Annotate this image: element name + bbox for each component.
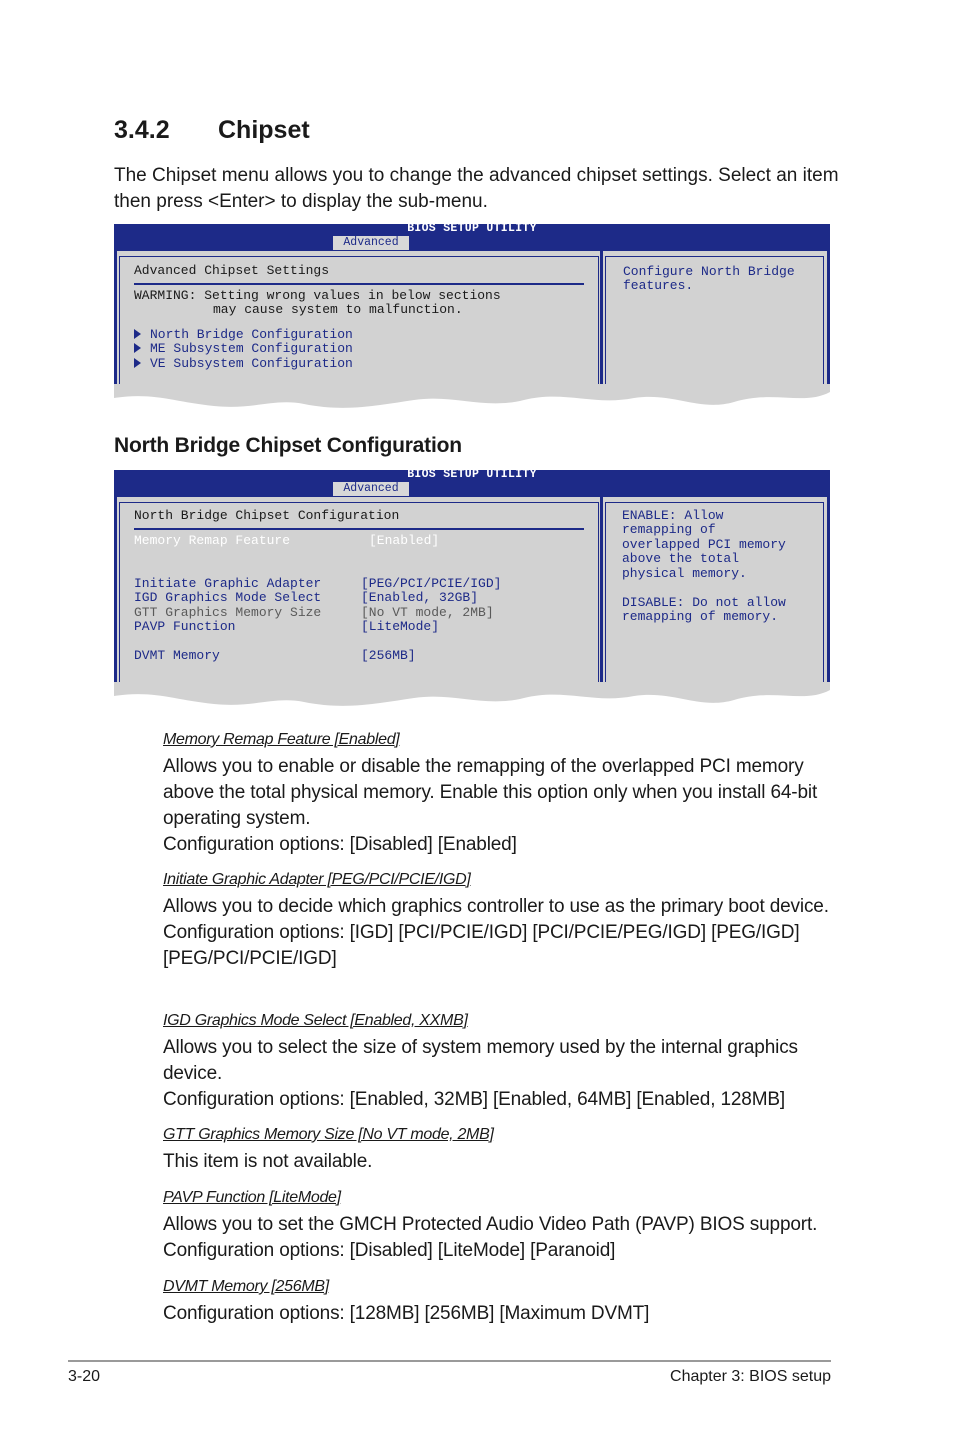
arrow-right-icon (134, 358, 141, 368)
item-description: This item is not available. (163, 1151, 373, 1172)
setting-graphic-adapter-label[interactable]: Initiate Graphic Adapter (134, 576, 322, 591)
help-text-line-1: Configure North Bridge (623, 264, 795, 279)
page-number: 3-20 (68, 1368, 101, 1385)
menu-item-north-bridge[interactable]: North Bridge Configuration (134, 328, 353, 343)
section-name: Chipset (218, 116, 310, 144)
menu-item-me-subsystem[interactable]: ME Subsystem Configuration (134, 342, 353, 357)
bios-utility-title: BIOS SETUP UTILITY (407, 222, 537, 235)
item-heading-graphic-adapter: Initiate Graphic Adapter [PEG/PCI/PCIE/IGD] (163, 871, 471, 888)
item-heading-memory-remap: Memory Remap Feature [Enabled] (163, 731, 400, 748)
section-title (114, 116, 310, 145)
setting-memory-remap-label[interactable]: Memory Remap Feature (134, 533, 291, 548)
help-text-line: DISABLE: Do not allow (622, 595, 786, 610)
bios-panel (114, 251, 830, 387)
setting-igd-mode-label[interactable]: IGD Graphics Mode Select (134, 590, 322, 605)
subsection-heading: North Bridge Chipset Configuration (114, 434, 462, 457)
intro-paragraph: The Chipset menu allows you to change the advanced chipset settings. Select an item then press <Enter> to display the sub-menu. (114, 165, 839, 212)
torn-edge (114, 682, 830, 714)
item-heading-gtt-size: GTT Graphics Memory Size [No VT mode, 2MB] (163, 1126, 494, 1143)
arrow-right-icon (134, 329, 141, 339)
item-heading-dvmt: DVMT Memory [256MB] (163, 1278, 329, 1295)
bios-warning-line-1: WARMING: Setting wrong values in below sections (134, 288, 501, 303)
setting-memory-remap-value[interactable]: [Enabled] (369, 533, 440, 548)
help-text-line: remapping of (622, 522, 716, 537)
help-text-line: physical memory. (622, 566, 747, 581)
setting-gtt-size-label: GTT Graphics Memory Size (134, 605, 322, 620)
item-description: Allows you to set the GMCH Protected Audio Video Path (PAVP) BIOS support. Configuration options: [Disabled] [LiteMode] [Paranoid] (163, 1214, 818, 1261)
setting-igd-mode-value[interactable]: [Enabled, 32GB] (361, 590, 479, 605)
torn-edge (114, 384, 830, 416)
bios-panel (114, 497, 830, 685)
help-text-line: ENABLE: Allow (622, 508, 724, 523)
item-heading-igd-mode: IGD Graphics Mode Select [Enabled, XXMB] (163, 1012, 468, 1029)
bios-title-bar (114, 224, 830, 251)
tab-advanced[interactable]: Advanced (333, 482, 409, 496)
setting-gtt-size-value: [No VT mode, 2MB] (361, 605, 494, 620)
help-text-line-2: features. (623, 278, 694, 293)
setting-graphic-adapter-value[interactable]: [PEG/PCI/PCIE/IGD] (361, 576, 502, 591)
bios-screen-north-bridge (114, 470, 830, 715)
item-description: Allows you to decide which graphics controller to use as the primary boot device. Configuration options: [IGD] [PCI/PCIE/IGD] [PCI/PCIE/PEG/IGD] [PEG/IGD] [PEG/PCI/PCIE/IGD] (163, 896, 829, 969)
menu-item-ve-subsystem[interactable]: VE Subsystem Configuration (134, 357, 353, 372)
bios-heading: North Bridge Chipset Configuration (134, 508, 400, 523)
setting-pavp-label[interactable]: PAVP Function (134, 619, 236, 634)
item-description: Allows you to enable or disable the remapping of the overlapped PCI memory above the total physical memory. Enable this option only when you install 64-bit operating system. Configuration options: [Disabled] [Enabled] (163, 756, 818, 855)
item-description: Allows you to select the size of system memory used by the internal graphics device. Configuration options: [Enabled, 32MB] [Enabled, 64MB] [Enabled, 128MB] (163, 1037, 798, 1110)
arrow-right-icon (134, 343, 141, 353)
tab-advanced[interactable]: Advanced (333, 236, 409, 250)
section-number: 3.4.2 (114, 116, 170, 144)
bios-heading: Advanced Chipset Settings (134, 263, 330, 278)
help-text-line: remapping of memory. (622, 609, 779, 624)
help-text-line: overlapped PCI memory (622, 537, 786, 552)
bios-title-bar (114, 470, 830, 497)
setting-pavp-value[interactable]: [LiteMode] (361, 619, 440, 634)
footer-divider (68, 1360, 831, 1362)
bios-warning-line-2: may cause system to malfunction. (213, 302, 463, 317)
bios-screen-chipset (114, 224, 830, 414)
help-text-line: above the total (622, 551, 740, 566)
bios-utility-title: BIOS SETUP UTILITY (407, 468, 537, 481)
setting-dvmt-label[interactable]: DVMT Memory (134, 648, 220, 663)
chapter-label: Chapter 3: BIOS setup (670, 1368, 831, 1385)
item-description: Configuration options: [128MB] [256MB] [Maximum DVMT] (163, 1303, 650, 1324)
setting-dvmt-value[interactable]: [256MB] (361, 648, 416, 663)
item-heading-pavp: PAVP Function [LiteMode] (163, 1189, 341, 1206)
